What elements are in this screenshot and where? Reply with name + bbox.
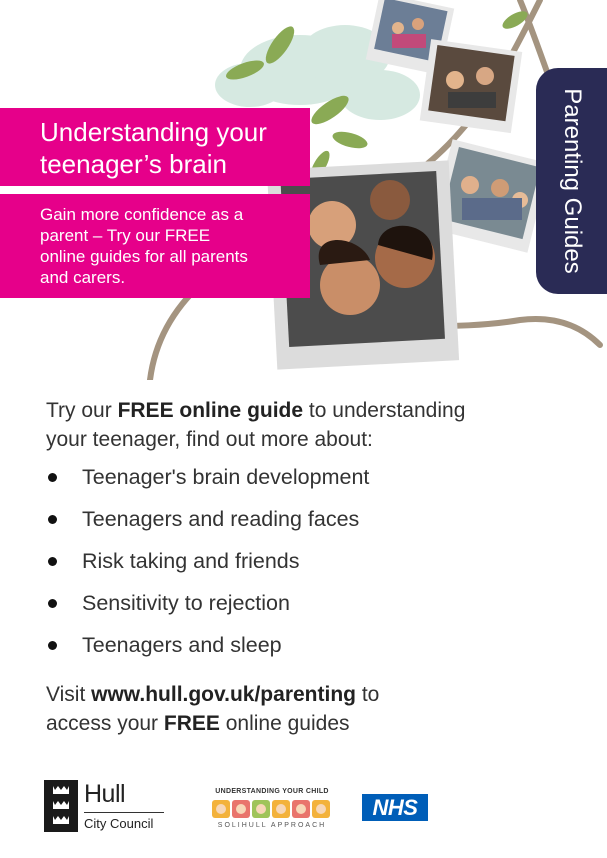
bullet-icon	[48, 557, 57, 566]
list-item	[46, 588, 586, 630]
visit2-post: online guides	[219, 712, 350, 735]
side-tab-label: Parenting Guides	[558, 88, 586, 274]
topic-list	[46, 462, 586, 672]
child-faces-icon	[210, 798, 334, 820]
list-item	[46, 546, 586, 588]
visit2-bold: FREE	[163, 712, 220, 735]
bullet-icon	[48, 515, 57, 524]
solihull-bottom-text: SOLIHULL APPROACH	[217, 822, 327, 829]
visit-line-2	[46, 709, 586, 738]
intro-pre: Try our	[46, 399, 118, 422]
bullet-icon	[48, 641, 57, 650]
parenting-guides-tab	[536, 68, 607, 294]
list-item	[46, 504, 586, 546]
subtitle-line-4: and carers.	[40, 268, 126, 287]
title-banner	[0, 108, 310, 186]
title-line-2: teenager’s brain	[40, 149, 227, 179]
subtitle-line-3: online guides for all parents	[40, 247, 248, 266]
list-item-text: Sensitivity to rejection	[82, 591, 290, 615]
visit-post: to	[355, 683, 380, 706]
solihull-top-text: UNDERSTANDING YOUR CHILD	[215, 788, 329, 795]
intro-line-2: your teenager, find out more about:	[46, 428, 373, 451]
photo-frame-middle	[420, 39, 523, 133]
parenting-url-link[interactable]: www.hull.gov.uk/parenting	[91, 683, 356, 706]
visit-text	[46, 680, 586, 738]
visit2-pre: access your	[46, 712, 164, 735]
bullet-icon	[48, 599, 57, 608]
subtitle-line-2: parent – Try our FREE	[40, 226, 211, 245]
intro-line-1	[46, 396, 586, 425]
title-line-1: Understanding your	[40, 117, 267, 147]
solihull-approach-logo	[210, 788, 334, 834]
list-item-text: Teenagers and sleep	[82, 633, 282, 657]
hull-divider	[84, 812, 164, 813]
list-item	[46, 630, 586, 672]
subtitle-line-1: Gain more confidence as a	[40, 205, 244, 224]
footer-logos	[0, 770, 607, 858]
list-item-text: Teenager's brain development	[82, 465, 370, 489]
hero-illustration	[0, 0, 607, 380]
list-item-text: Teenagers and reading faces	[82, 507, 360, 531]
intro-text	[46, 396, 586, 454]
hull-city-council-logo	[44, 780, 174, 836]
nhs-text: NHS	[372, 795, 418, 820]
hero-section	[0, 0, 607, 380]
visit-line-1	[46, 680, 586, 709]
hull-sub: City Council	[84, 816, 154, 831]
list-item-text: Risk taking and friends	[82, 549, 300, 573]
nhs-logo	[362, 794, 428, 821]
hull-name: Hull	[84, 780, 126, 808]
subtitle-banner	[0, 194, 310, 298]
intro-post: to understanding	[303, 399, 466, 422]
three-crowns-icon	[44, 780, 78, 832]
bullet-icon	[48, 473, 57, 482]
intro-bold: FREE online guide	[117, 399, 304, 422]
visit-pre: Visit	[46, 683, 92, 706]
list-item	[46, 462, 586, 504]
